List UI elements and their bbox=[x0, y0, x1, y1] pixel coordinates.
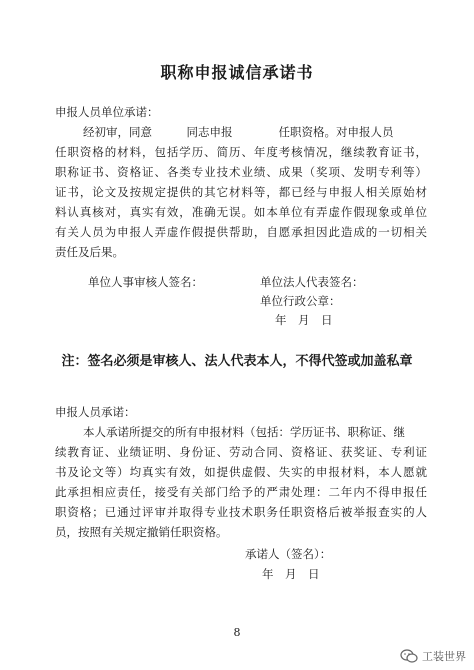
applicant-commitment-line: 书及论文等）均真实有效，如提供虚假、失实的申报材料，本人愿就 bbox=[55, 465, 427, 479]
page-number: 8 bbox=[233, 626, 241, 639]
unit-commitment-line: 料认真核对，真实有效，准确无误。如本单位有弄虚作假现象或单位 bbox=[55, 205, 427, 219]
unit-commitment-line: 证书，论文及按规定提供的其它材料等，都已经与申报人相关原始材 bbox=[55, 185, 427, 199]
applicant-signature-label: 承诺人（签名）： bbox=[245, 547, 332, 561]
unit-commitment-line: 责任及后果。 bbox=[55, 245, 124, 259]
unit-date-label: 年 月 日 bbox=[275, 313, 333, 327]
applicant-commitment-line: 续教育证、业绩证明、身份证、劳动合同、资格证、获奖证、专利证 bbox=[55, 445, 427, 459]
applicant-commitment-line: 员，按照有关规定撤销任职资格。 bbox=[55, 525, 228, 539]
applicant-commitment-heading: 申报人员承诺： bbox=[55, 405, 136, 419]
wechat-icon bbox=[400, 649, 418, 663]
unit-commitment-line: 任职资格的材料，包括学历、简历、年度考核情况，继续教育证书， bbox=[55, 145, 427, 159]
document-title: 职称申报诚信承诺书 bbox=[160, 63, 314, 82]
unit-seal-label: 单位行政公章： bbox=[260, 294, 341, 308]
unit-commitment-line: 经初审，同意 同志申报 任职资格。对申报人员 bbox=[83, 125, 394, 139]
unit-commitment-section bbox=[55, 102, 427, 262]
hr-reviewer-signature-label: 单位人事审核人签名： bbox=[88, 275, 203, 289]
applicant-commitment-line: 此承担相应责任，接受有关部门给予的严肃处理：二年内不得申报任 bbox=[55, 485, 427, 499]
applicant-commitment-line: 本人承诺所提交的所有申报材料（包括：学历证书、职称证、继 bbox=[83, 425, 405, 439]
signature-notice: 注：签名必须是审核人、法人代表本人，不得代签或加盖私章 bbox=[61, 354, 413, 369]
unit-commitment-heading: 申报人员单位承诺： bbox=[55, 105, 159, 119]
applicant-date-label: 年 月 日 bbox=[262, 567, 320, 581]
unit-commitment-line: 职称证书、资格证、各类专业技术业绩、成果（奖项、发明专利等） bbox=[55, 165, 427, 179]
watermark-text: 工装世界 bbox=[422, 650, 466, 663]
applicant-commitment-section bbox=[55, 402, 427, 542]
watermark bbox=[400, 648, 466, 664]
unit-commitment-line: 有关人员为申报人弄虚作假提供帮助，自愿承担因此造成的一切相关 bbox=[55, 225, 427, 239]
legal-rep-signature-label: 单位法人代表签名： bbox=[260, 275, 364, 289]
applicant-commitment-line: 职资格；已通过评审并取得专业技术职务任职资格后被举报查实的人 bbox=[55, 505, 427, 519]
